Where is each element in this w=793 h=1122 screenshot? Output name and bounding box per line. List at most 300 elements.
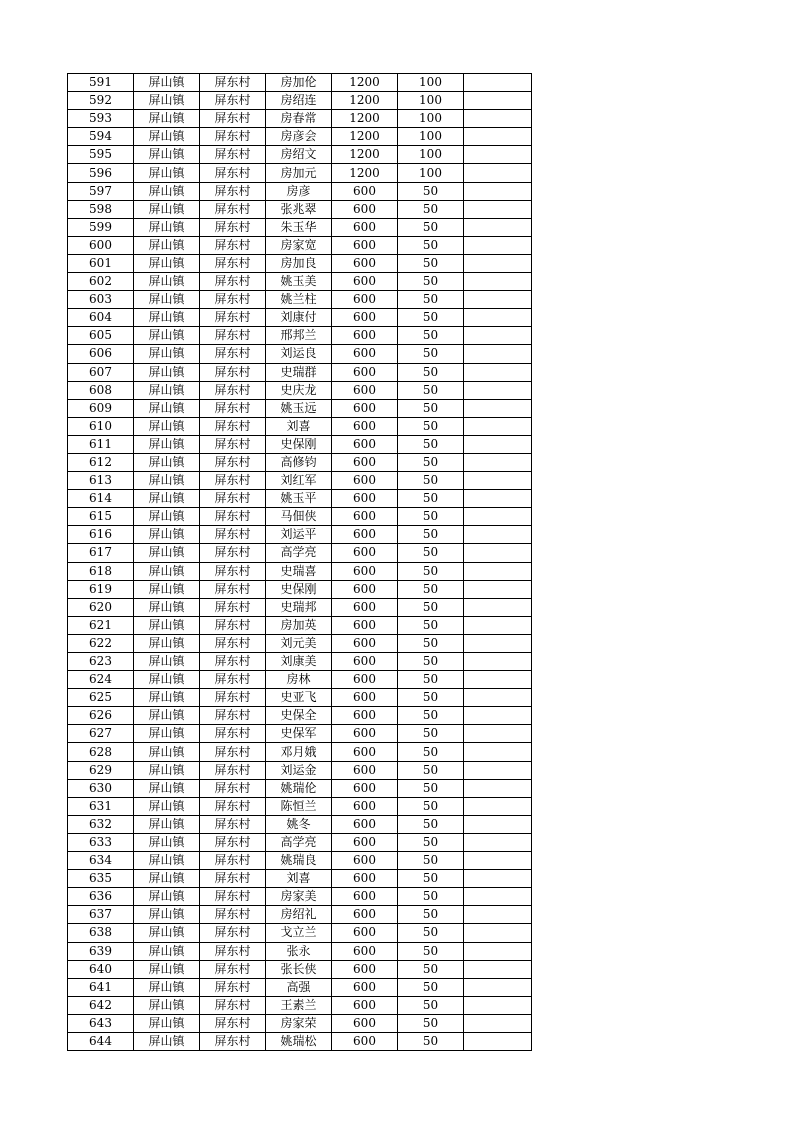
cell-area: 600 [332,671,398,689]
cell-area: 600 [332,200,398,218]
cell-note [464,671,532,689]
cell-town: 屏山镇 [134,146,200,164]
cell-name: 戈立兰 [266,924,332,942]
cell-note [464,417,532,435]
table-body [68,74,532,1051]
cell-village: 屏东村 [200,689,266,707]
cell-town: 屏山镇 [134,236,200,254]
cell-village: 屏东村 [200,164,266,182]
cell-village: 屏东村 [200,327,266,345]
table-row [68,1032,532,1050]
cell-town: 屏山镇 [134,399,200,417]
cell-name: 房家宽 [266,236,332,254]
table-row [68,815,532,833]
cell-note [464,327,532,345]
table-row [68,761,532,779]
cell-name: 史保刚 [266,580,332,598]
cell-amount: 50 [398,815,464,833]
cell-note [464,598,532,616]
cell-id: 605 [68,327,134,345]
cell-note [464,634,532,652]
cell-id: 639 [68,942,134,960]
cell-id: 592 [68,92,134,110]
cell-town: 屏山镇 [134,182,200,200]
cell-note [464,182,532,200]
cell-area: 600 [332,291,398,309]
table-row [68,128,532,146]
cell-id: 614 [68,490,134,508]
cell-town: 屏山镇 [134,797,200,815]
table-row [68,236,532,254]
cell-note [464,852,532,870]
cell-amount: 50 [398,653,464,671]
cell-village: 屏东村 [200,779,266,797]
cell-village: 屏东村 [200,797,266,815]
cell-area: 600 [332,544,398,562]
cell-name: 刘运金 [266,761,332,779]
cell-note [464,399,532,417]
cell-amount: 50 [398,725,464,743]
cell-id: 616 [68,526,134,544]
table-row [68,273,532,291]
cell-note [464,562,532,580]
cell-village: 屏东村 [200,1014,266,1032]
cell-town: 屏山镇 [134,924,200,942]
cell-note [464,761,532,779]
table-row [68,345,532,363]
cell-id: 595 [68,146,134,164]
cell-amount: 50 [398,833,464,851]
cell-name: 房绍连 [266,92,332,110]
cell-area: 1200 [332,92,398,110]
table-row [68,74,532,92]
cell-note [464,725,532,743]
cell-id: 593 [68,110,134,128]
cell-name: 刘运良 [266,345,332,363]
cell-area: 1200 [332,128,398,146]
cell-name: 高修钧 [266,453,332,471]
cell-name: 史保刚 [266,435,332,453]
cell-id: 617 [68,544,134,562]
table-row [68,526,532,544]
cell-note [464,580,532,598]
cell-id: 621 [68,616,134,634]
cell-town: 屏山镇 [134,128,200,146]
cell-town: 屏山镇 [134,689,200,707]
table-row [68,996,532,1014]
cell-town: 屏山镇 [134,906,200,924]
table-row [68,327,532,345]
cell-id: 623 [68,653,134,671]
cell-town: 屏山镇 [134,417,200,435]
cell-area: 600 [332,435,398,453]
cell-town: 屏山镇 [134,472,200,490]
cell-amount: 50 [398,906,464,924]
cell-note [464,508,532,526]
cell-id: 642 [68,996,134,1014]
cell-id: 630 [68,779,134,797]
cell-area: 600 [332,1014,398,1032]
cell-area: 600 [332,327,398,345]
table-row [68,417,532,435]
table-row [68,164,532,182]
cell-village: 屏东村 [200,544,266,562]
cell-area: 600 [332,743,398,761]
cell-id: 615 [68,508,134,526]
cell-amount: 50 [398,435,464,453]
cell-town: 屏山镇 [134,74,200,92]
table-row [68,1014,532,1032]
cell-town: 屏山镇 [134,580,200,598]
cell-amount: 50 [398,363,464,381]
cell-note [464,1032,532,1050]
cell-name: 房绍礼 [266,906,332,924]
cell-amount: 50 [398,490,464,508]
cell-name: 史瑞喜 [266,562,332,580]
cell-note [464,218,532,236]
cell-town: 屏山镇 [134,671,200,689]
cell-note [464,490,532,508]
cell-id: 644 [68,1032,134,1050]
cell-id: 610 [68,417,134,435]
table-row [68,453,532,471]
cell-id: 631 [68,797,134,815]
cell-village: 屏东村 [200,453,266,471]
cell-id: 637 [68,906,134,924]
cell-note [464,942,532,960]
cell-area: 600 [332,309,398,327]
cell-id: 604 [68,309,134,327]
cell-area: 600 [332,417,398,435]
cell-area: 600 [332,363,398,381]
table-row [68,978,532,996]
cell-village: 屏东村 [200,743,266,761]
cell-name: 陈恒兰 [266,797,332,815]
cell-town: 屏山镇 [134,942,200,960]
cell-name: 房加良 [266,254,332,272]
table-row [68,707,532,725]
cell-amount: 50 [398,526,464,544]
cell-village: 屏东村 [200,942,266,960]
table-row [68,363,532,381]
cell-name: 房加伦 [266,74,332,92]
cell-name: 房林 [266,671,332,689]
cell-note [464,870,532,888]
cell-area: 600 [332,852,398,870]
table-row [68,309,532,327]
cell-area: 600 [332,508,398,526]
cell-village: 屏东村 [200,128,266,146]
cell-name: 高学亮 [266,544,332,562]
table-row [68,291,532,309]
cell-amount: 50 [398,852,464,870]
cell-id: 607 [68,363,134,381]
table-row [68,544,532,562]
cell-amount: 50 [398,888,464,906]
cell-amount: 50 [398,942,464,960]
cell-id: 600 [68,236,134,254]
cell-amount: 50 [398,218,464,236]
cell-amount: 50 [398,291,464,309]
cell-town: 屏山镇 [134,888,200,906]
cell-area: 600 [332,870,398,888]
table-row [68,725,532,743]
cell-village: 屏东村 [200,761,266,779]
cell-town: 屏山镇 [134,996,200,1014]
cell-name: 刘康付 [266,309,332,327]
table-row [68,399,532,417]
cell-note [464,906,532,924]
cell-name: 史保全 [266,707,332,725]
cell-note [464,128,532,146]
cell-note [464,924,532,942]
cell-village: 屏东村 [200,146,266,164]
table-row [68,924,532,942]
cell-amount: 50 [398,236,464,254]
cell-name: 王素兰 [266,996,332,1014]
cell-area: 600 [332,381,398,399]
cell-area: 600 [332,725,398,743]
cell-amount: 50 [398,978,464,996]
cell-town: 屏山镇 [134,327,200,345]
cell-name: 高强 [266,978,332,996]
cell-name: 刘康美 [266,653,332,671]
cell-name: 姚瑞伦 [266,779,332,797]
cell-id: 601 [68,254,134,272]
cell-note [464,544,532,562]
cell-note [464,309,532,327]
table-row [68,797,532,815]
cell-id: 629 [68,761,134,779]
cell-note [464,74,532,92]
cell-town: 屏山镇 [134,435,200,453]
cell-id: 633 [68,833,134,851]
cell-name: 史庆龙 [266,381,332,399]
cell-area: 600 [332,996,398,1014]
cell-area: 600 [332,833,398,851]
cell-village: 屏东村 [200,508,266,526]
cell-name: 房彦 [266,182,332,200]
cell-amount: 100 [398,92,464,110]
cell-id: 611 [68,435,134,453]
table-row [68,960,532,978]
cell-id: 635 [68,870,134,888]
cell-village: 屏东村 [200,978,266,996]
cell-amount: 50 [398,309,464,327]
cell-amount: 50 [398,616,464,634]
cell-village: 屏东村 [200,236,266,254]
cell-amount: 50 [398,508,464,526]
cell-id: 626 [68,707,134,725]
table-row [68,616,532,634]
cell-area: 600 [332,1032,398,1050]
table-row [68,888,532,906]
cell-village: 屏东村 [200,74,266,92]
cell-town: 屏山镇 [134,761,200,779]
cell-amount: 50 [398,544,464,562]
cell-id: 591 [68,74,134,92]
cell-area: 1200 [332,74,398,92]
cell-name: 姚瑞良 [266,852,332,870]
cell-village: 屏东村 [200,960,266,978]
cell-id: 628 [68,743,134,761]
cell-id: 596 [68,164,134,182]
cell-id: 603 [68,291,134,309]
cell-amount: 50 [398,273,464,291]
table-row [68,598,532,616]
cell-amount: 50 [398,453,464,471]
cell-name: 姚玉平 [266,490,332,508]
table-row [68,472,532,490]
cell-name: 史瑞邦 [266,598,332,616]
cell-town: 屏山镇 [134,1032,200,1050]
cell-town: 屏山镇 [134,978,200,996]
cell-name: 朱玉华 [266,218,332,236]
cell-area: 600 [332,779,398,797]
cell-name: 张永 [266,942,332,960]
cell-area: 600 [332,490,398,508]
table-row [68,634,532,652]
cell-town: 屏山镇 [134,779,200,797]
cell-name: 房家荣 [266,1014,332,1032]
cell-village: 屏东村 [200,92,266,110]
cell-amount: 50 [398,399,464,417]
table-row [68,906,532,924]
cell-area: 600 [332,236,398,254]
cell-area: 600 [332,960,398,978]
cell-area: 600 [332,526,398,544]
cell-area: 600 [332,653,398,671]
cell-amount: 50 [398,200,464,218]
cell-area: 600 [332,942,398,960]
cell-area: 600 [332,218,398,236]
cell-amount: 50 [398,634,464,652]
cell-id: 597 [68,182,134,200]
cell-name: 刘红军 [266,472,332,490]
cell-area: 600 [332,254,398,272]
cell-name: 姚玉美 [266,273,332,291]
cell-town: 屏山镇 [134,490,200,508]
cell-note [464,526,532,544]
cell-id: 608 [68,381,134,399]
table-row [68,254,532,272]
cell-note [464,92,532,110]
cell-village: 屏东村 [200,381,266,399]
cell-id: 594 [68,128,134,146]
cell-area: 600 [332,472,398,490]
cell-name: 房彦会 [266,128,332,146]
cell-town: 屏山镇 [134,200,200,218]
cell-area: 1200 [332,110,398,128]
cell-amount: 100 [398,164,464,182]
cell-amount: 50 [398,707,464,725]
cell-area: 600 [332,797,398,815]
cell-name: 刘元美 [266,634,332,652]
cell-note [464,345,532,363]
cell-note [464,707,532,725]
cell-area: 600 [332,273,398,291]
cell-town: 屏山镇 [134,363,200,381]
cell-name: 刘喜 [266,417,332,435]
cell-amount: 50 [398,779,464,797]
cell-note [464,273,532,291]
cell-village: 屏东村 [200,870,266,888]
cell-name: 张长侠 [266,960,332,978]
table-row [68,852,532,870]
cell-town: 屏山镇 [134,852,200,870]
cell-town: 屏山镇 [134,1014,200,1032]
cell-village: 屏东村 [200,833,266,851]
cell-village: 屏东村 [200,671,266,689]
cell-area: 600 [332,562,398,580]
cell-village: 屏东村 [200,653,266,671]
cell-id: 632 [68,815,134,833]
table-row [68,508,532,526]
cell-village: 屏东村 [200,852,266,870]
cell-id: 625 [68,689,134,707]
cell-village: 屏东村 [200,707,266,725]
cell-town: 屏山镇 [134,707,200,725]
cell-amount: 50 [398,797,464,815]
cell-name: 刘运平 [266,526,332,544]
table-row [68,942,532,960]
table-row [68,580,532,598]
cell-amount: 50 [398,996,464,1014]
cell-id: 618 [68,562,134,580]
cell-town: 屏山镇 [134,345,200,363]
cell-village: 屏东村 [200,1032,266,1050]
cell-area: 600 [332,634,398,652]
cell-amount: 50 [398,381,464,399]
cell-area: 600 [332,888,398,906]
cell-id: 613 [68,472,134,490]
cell-id: 641 [68,978,134,996]
cell-note [464,888,532,906]
cell-village: 屏东村 [200,110,266,128]
cell-town: 屏山镇 [134,634,200,652]
table-row [68,870,532,888]
cell-amount: 50 [398,689,464,707]
cell-id: 619 [68,580,134,598]
cell-village: 屏东村 [200,200,266,218]
cell-note [464,797,532,815]
cell-village: 屏东村 [200,309,266,327]
cell-village: 屏东村 [200,815,266,833]
cell-note [464,291,532,309]
cell-name: 房加元 [266,164,332,182]
cell-note [464,996,532,1014]
cell-area: 600 [332,815,398,833]
cell-id: 598 [68,200,134,218]
cell-note [464,435,532,453]
cell-village: 屏东村 [200,598,266,616]
table-row [68,833,532,851]
cell-note [464,833,532,851]
table-row [68,182,532,200]
cell-amount: 50 [398,562,464,580]
cell-town: 屏山镇 [134,562,200,580]
cell-area: 600 [332,598,398,616]
cell-amount: 50 [398,1032,464,1050]
table-row [68,779,532,797]
cell-village: 屏东村 [200,906,266,924]
cell-village: 屏东村 [200,182,266,200]
cell-name: 姚冬 [266,815,332,833]
cell-id: 624 [68,671,134,689]
cell-town: 屏山镇 [134,870,200,888]
cell-village: 屏东村 [200,634,266,652]
cell-area: 600 [332,761,398,779]
